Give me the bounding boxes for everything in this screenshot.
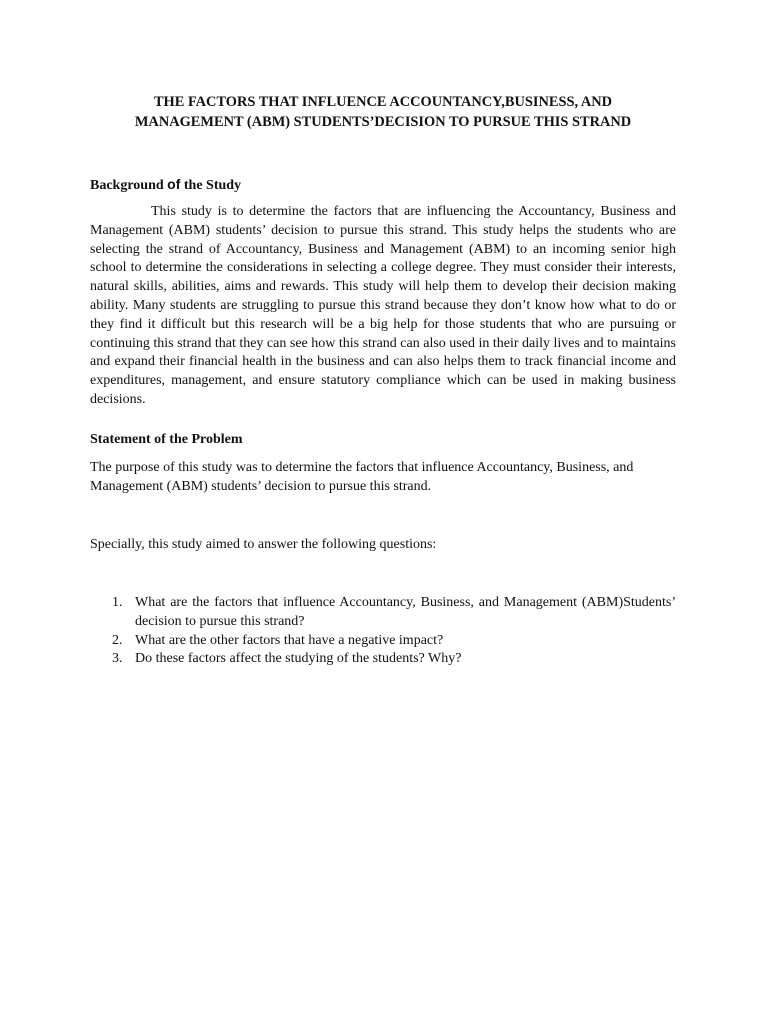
document-page xyxy=(90,0,676,1024)
list-number: 1. xyxy=(112,595,123,610)
title-line-2: MANAGEMENT (ABM) STUDENTS’DECISION TO PURSUE THIS STRAND xyxy=(134,114,632,130)
list-number: 3. xyxy=(112,651,123,667)
questions-list xyxy=(90,594,676,669)
list-item xyxy=(90,632,676,651)
background-heading-part-3: the Study xyxy=(180,178,242,193)
list-text: Do these factors affect the studying of the students? Why? xyxy=(135,651,462,667)
list-item xyxy=(90,650,676,669)
background-heading-part-2: of xyxy=(167,176,181,192)
background-paragraph: This study is to determine the factors that are influencing the Accountancy, Business and Management (ABM) students’ decision to pursue this strand. This study helps the students who are selecting the strand of Accountancy, Business and Management (ABM) to an incoming senior high school to determine the considerations in selecting a college degree. They must consider their interests, natural skills, abilities, aims and rewards. This study will help them to develop their decision making ability. Many students are struggling to pursue this strand because they don’t know how what to do or they find it difficult but this research will be a big help for those students that who are pursuing or continuing this strand that they can see how this strand can also used in their daily lives and to maintains and expand their financial health in the business and can also helps them to track financial income and expenditures, management, and ensure statutory compliance which can be used in making business decisions. xyxy=(90,204,676,407)
document-title xyxy=(82,92,684,132)
list-item xyxy=(90,594,676,632)
background-heading-part-1: Background xyxy=(90,178,168,193)
list-text: What are the factors that influence Accountancy, Business, and Management (ABM)Students’ decision to pursue this strand? xyxy=(135,595,676,629)
questions-intro: Specially, this study aimed to answer the following questions: xyxy=(90,537,437,552)
title-line-1: THE FACTORS THAT INFLUENCE ACCOUNTANCY,BUSINESS, AND xyxy=(153,94,613,110)
purpose-paragraph: The purpose of this study was to determine the factors that influence Accountancy, Business, and Management (ABM) students’ decision to pursue this strand. xyxy=(90,460,634,494)
list-text: What are the other factors that have a negative impact? xyxy=(135,632,444,648)
list-number: 2. xyxy=(112,632,123,648)
background-heading xyxy=(90,175,241,195)
problem-heading: Statement of the Problem xyxy=(90,432,243,447)
